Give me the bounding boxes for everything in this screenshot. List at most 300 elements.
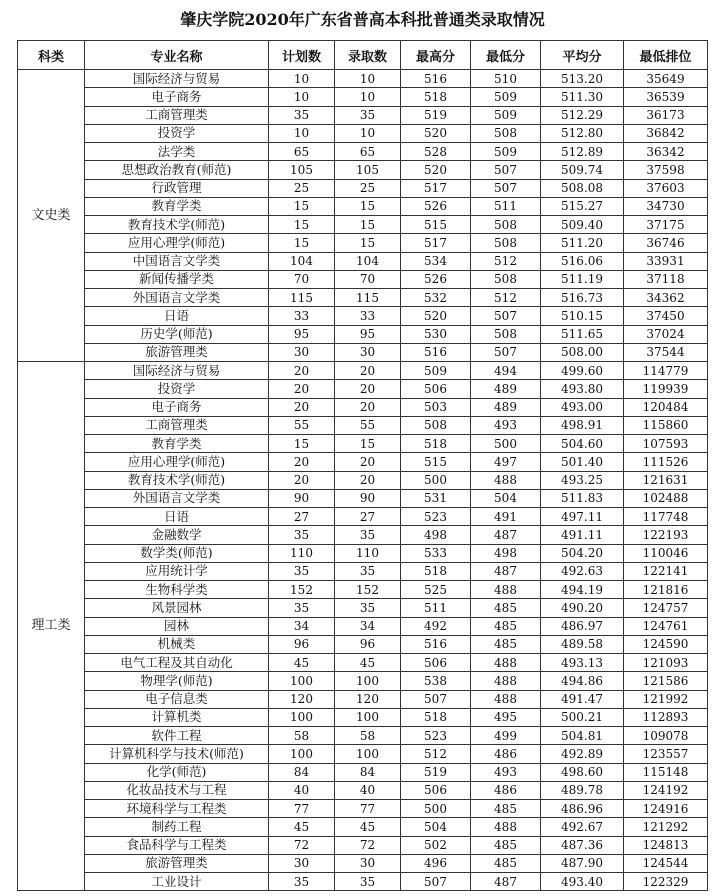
value-cell: 508 [471,325,541,343]
value-cell: 100 [269,672,335,690]
value-cell: 491 [471,508,541,526]
value-cell: 485 [471,854,541,872]
major-name-cell: 园林 [85,617,269,635]
table-row [18,289,708,307]
value-cell: 35 [335,106,401,124]
value-cell: 15 [335,435,401,453]
value-cell: 20 [335,362,401,380]
value-cell: 507 [401,873,471,891]
value-cell: 121631 [624,471,708,489]
value-cell: 121093 [624,654,708,672]
value-cell: 123557 [624,745,708,763]
value-cell: 124916 [624,800,708,818]
table-row [18,562,708,580]
table-row [18,635,708,653]
value-cell: 528 [401,143,471,161]
value-cell: 35649 [624,70,708,88]
value-cell: 124813 [624,836,708,854]
value-cell: 115148 [624,763,708,781]
table-row [18,380,708,398]
value-cell: 504.81 [541,727,624,745]
value-cell: 507 [471,179,541,197]
value-cell: 504 [471,489,541,507]
value-cell: 114779 [624,362,708,380]
value-cell: 120 [335,690,401,708]
value-cell: 20 [335,471,401,489]
value-cell: 508 [401,416,471,434]
value-cell: 506 [401,380,471,398]
value-cell: 25 [269,179,335,197]
value-cell: 110046 [624,544,708,562]
column-header: 平均分 [541,41,624,70]
value-cell: 501.40 [541,453,624,471]
value-cell: 15 [269,234,335,252]
header-row [18,41,708,70]
value-cell: 493.00 [541,398,624,416]
value-cell: 516 [401,70,471,88]
value-cell: 508.08 [541,179,624,197]
value-cell: 498 [471,544,541,562]
table-row [18,435,708,453]
value-cell: 504 [401,818,471,836]
value-cell: 492.67 [541,818,624,836]
table-body [18,70,708,891]
major-name-cell: 行政管理 [85,179,269,197]
value-cell: 488 [471,818,541,836]
table-row [18,544,708,562]
value-cell: 121586 [624,672,708,690]
value-cell: 512 [401,745,471,763]
value-cell: 104 [269,252,335,270]
value-cell: 33 [335,307,401,325]
value-cell: 34 [269,617,335,635]
value-cell: 507 [471,343,541,361]
value-cell: 488 [471,654,541,672]
value-cell: 516.06 [541,252,624,270]
value-cell: 58 [269,727,335,745]
value-cell: 511.19 [541,270,624,288]
value-cell: 518 [401,88,471,106]
table-row [18,398,708,416]
value-cell: 36342 [624,143,708,161]
value-cell: 486.96 [541,800,624,818]
value-cell: 20 [335,453,401,471]
value-cell: 515 [401,453,471,471]
value-cell: 111526 [624,453,708,471]
value-cell: 10 [269,88,335,106]
value-cell: 124757 [624,599,708,617]
table-row [18,252,708,270]
value-cell: 30 [335,854,401,872]
major-name-cell: 教育技术学(师范) [85,216,269,234]
major-name-cell: 物理学(师范) [85,672,269,690]
value-cell: 489.78 [541,781,624,799]
value-cell: 515.27 [541,197,624,215]
value-cell: 517 [401,179,471,197]
table-row [18,745,708,763]
value-cell: 500 [401,471,471,489]
value-cell: 124192 [624,781,708,799]
value-cell: 498.60 [541,763,624,781]
table-row [18,143,708,161]
value-cell: 526 [401,197,471,215]
major-name-cell: 电子商务 [85,398,269,416]
value-cell: 512 [471,252,541,270]
value-cell: 506 [401,781,471,799]
table-row [18,88,708,106]
value-cell: 509 [471,88,541,106]
value-cell: 121992 [624,690,708,708]
value-cell: 36746 [624,234,708,252]
major-name-cell: 中国语言文学类 [85,252,269,270]
column-header: 科类 [18,41,85,70]
value-cell: 486.97 [541,617,624,635]
value-cell: 507 [401,690,471,708]
value-cell: 35 [335,562,401,580]
value-cell: 10 [335,70,401,88]
value-cell: 494.86 [541,672,624,690]
major-name-cell: 应用心理学(师范) [85,453,269,471]
value-cell: 122193 [624,526,708,544]
value-cell: 494.19 [541,581,624,599]
table-row [18,106,708,124]
value-cell: 512.80 [541,124,624,142]
value-cell: 512.29 [541,106,624,124]
value-cell: 36173 [624,106,708,124]
value-cell: 115860 [624,416,708,434]
value-cell: 488 [471,471,541,489]
value-cell: 511 [471,197,541,215]
major-name-cell: 制药工程 [85,818,269,836]
major-name-cell: 教育学类 [85,435,269,453]
value-cell: 486 [471,781,541,799]
value-cell: 485 [471,617,541,635]
table-row [18,362,708,380]
value-cell: 121816 [624,581,708,599]
value-cell: 498 [401,526,471,544]
value-cell: 488 [471,672,541,690]
value-cell: 511.30 [541,88,624,106]
value-cell: 508 [471,234,541,252]
value-cell: 35 [269,106,335,124]
table-row [18,307,708,325]
value-cell: 516 [401,635,471,653]
value-cell: 37598 [624,161,708,179]
value-cell: 45 [269,818,335,836]
column-header: 计划数 [269,41,335,70]
value-cell: 500 [401,800,471,818]
value-cell: 499.60 [541,362,624,380]
value-cell: 496 [401,854,471,872]
table-row [18,599,708,617]
value-cell: 10 [269,124,335,142]
value-cell: 117748 [624,508,708,526]
value-cell: 121292 [624,818,708,836]
value-cell: 120 [269,690,335,708]
value-cell: 499 [471,727,541,745]
value-cell: 511.83 [541,489,624,507]
value-cell: 492 [401,617,471,635]
value-cell: 105 [335,161,401,179]
value-cell: 511 [401,599,471,617]
value-cell: 100 [335,708,401,726]
value-cell: 34 [335,617,401,635]
table-row [18,508,708,526]
value-cell: 65 [269,143,335,161]
value-cell: 520 [401,161,471,179]
value-cell: 40 [269,781,335,799]
value-cell: 30 [269,854,335,872]
value-cell: 35 [269,526,335,544]
value-cell: 508 [471,216,541,234]
category-cell: 文史类 [18,70,85,362]
value-cell: 105 [269,161,335,179]
value-cell: 20 [269,471,335,489]
value-cell: 534 [401,252,471,270]
value-cell: 487 [471,873,541,891]
value-cell: 55 [269,416,335,434]
major-name-cell: 电子商务 [85,88,269,106]
category-cell: 理工类 [18,362,85,891]
value-cell: 112893 [624,708,708,726]
major-name-cell: 金融数学 [85,526,269,544]
value-cell: 100 [335,672,401,690]
value-cell: 493.40 [541,873,624,891]
value-cell: 35 [335,526,401,544]
value-cell: 27 [335,508,401,526]
value-cell: 34362 [624,289,708,307]
value-cell: 520 [401,124,471,142]
major-name-cell: 投资学 [85,380,269,398]
value-cell: 512.89 [541,143,624,161]
table-row [18,270,708,288]
value-cell: 90 [335,489,401,507]
value-cell: 35 [269,599,335,617]
major-name-cell: 工业设计 [85,873,269,891]
value-cell: 10 [269,70,335,88]
table-row [18,763,708,781]
value-cell: 509 [471,143,541,161]
table-row [18,179,708,197]
major-name-cell: 投资学 [85,124,269,142]
major-name-cell: 化妆品技术与工程 [85,781,269,799]
major-name-cell: 新闻传播学类 [85,270,269,288]
value-cell: 119939 [624,380,708,398]
value-cell: 533 [401,544,471,562]
table-row [18,800,708,818]
major-name-cell: 历史学(师范) [85,325,269,343]
value-cell: 508 [471,270,541,288]
value-cell: 518 [401,435,471,453]
value-cell: 10 [335,88,401,106]
value-cell: 120484 [624,398,708,416]
table-row [18,234,708,252]
value-cell: 15 [335,197,401,215]
value-cell: 523 [401,508,471,526]
value-cell: 485 [471,800,541,818]
major-name-cell: 机械类 [85,635,269,653]
table-row [18,727,708,745]
table-row [18,216,708,234]
table-row [18,654,708,672]
value-cell: 489 [471,380,541,398]
major-name-cell: 电子信息类 [85,690,269,708]
value-cell: 519 [401,763,471,781]
table-row [18,781,708,799]
value-cell: 36842 [624,124,708,142]
value-cell: 124544 [624,854,708,872]
table-row [18,617,708,635]
value-cell: 84 [269,763,335,781]
value-cell: 72 [335,836,401,854]
major-name-cell: 教育学类 [85,197,269,215]
value-cell: 110 [335,544,401,562]
value-cell: 516 [401,343,471,361]
value-cell: 513.20 [541,70,624,88]
value-cell: 485 [471,836,541,854]
value-cell: 102488 [624,489,708,507]
value-cell: 45 [335,818,401,836]
table-row [18,161,708,179]
value-cell: 509.74 [541,161,624,179]
table-row [18,526,708,544]
value-cell: 100 [269,745,335,763]
value-cell: 510 [471,70,541,88]
value-cell: 491.11 [541,526,624,544]
value-cell: 497 [471,453,541,471]
table-row [18,672,708,690]
major-name-cell: 国际经济与贸易 [85,362,269,380]
column-header: 录取数 [335,41,401,70]
value-cell: 124590 [624,635,708,653]
value-cell: 503 [401,398,471,416]
value-cell: 36539 [624,88,708,106]
major-name-cell: 日语 [85,508,269,526]
value-cell: 500.21 [541,708,624,726]
value-cell: 509.40 [541,216,624,234]
value-cell: 124761 [624,617,708,635]
value-cell: 33 [269,307,335,325]
value-cell: 20 [269,362,335,380]
value-cell: 58 [335,727,401,745]
major-name-cell: 外国语言文学类 [85,489,269,507]
page-title: 肇庆学院2020年广东省普高本科批普通类录取情况 [180,10,545,29]
major-name-cell: 数学类(师范) [85,544,269,562]
value-cell: 152 [335,581,401,599]
value-cell: 491.47 [541,690,624,708]
value-cell: 107593 [624,435,708,453]
value-cell: 510.15 [541,307,624,325]
value-cell: 502 [401,836,471,854]
value-cell: 494 [471,362,541,380]
major-name-cell: 软件工程 [85,727,269,745]
value-cell: 493 [471,763,541,781]
major-name-cell: 化学(师范) [85,763,269,781]
major-name-cell: 计算机类 [85,708,269,726]
admission-table [17,40,708,891]
value-cell: 33931 [624,252,708,270]
value-cell: 486 [471,745,541,763]
value-cell: 493.80 [541,380,624,398]
value-cell: 45 [269,654,335,672]
value-cell: 15 [335,234,401,252]
table-row [18,581,708,599]
table-row [18,124,708,142]
value-cell: 37603 [624,179,708,197]
major-name-cell: 生物科学类 [85,581,269,599]
value-cell: 525 [401,581,471,599]
value-cell: 70 [269,270,335,288]
value-cell: 487.36 [541,836,624,854]
value-cell: 122329 [624,873,708,891]
value-cell: 10 [335,124,401,142]
value-cell: 518 [401,708,471,726]
value-cell: 152 [269,581,335,599]
value-cell: 507 [471,307,541,325]
value-cell: 509 [471,106,541,124]
table-row [18,343,708,361]
value-cell: 15 [269,435,335,453]
value-cell: 530 [401,325,471,343]
column-header: 最低排位 [624,41,708,70]
value-cell: 493 [471,416,541,434]
value-cell: 15 [269,216,335,234]
value-cell: 488 [471,690,541,708]
value-cell: 34730 [624,197,708,215]
column-header: 最低分 [471,41,541,70]
value-cell: 100 [335,745,401,763]
table-row [18,471,708,489]
value-cell: 25 [335,179,401,197]
value-cell: 488 [471,581,541,599]
value-cell: 55 [335,416,401,434]
value-cell: 20 [269,398,335,416]
major-name-cell: 环境科学与工程类 [85,800,269,818]
major-name-cell: 思想政治教育(师范) [85,161,269,179]
value-cell: 72 [269,836,335,854]
table-row [18,70,708,88]
value-cell: 30 [269,343,335,361]
value-cell: 15 [269,197,335,215]
value-cell: 509 [401,362,471,380]
table-row [18,854,708,872]
value-cell: 45 [335,654,401,672]
value-cell: 489 [471,398,541,416]
value-cell: 516.73 [541,289,624,307]
value-cell: 20 [335,398,401,416]
value-cell: 507 [471,161,541,179]
value-cell: 493.13 [541,654,624,672]
table-row [18,708,708,726]
value-cell: 531 [401,489,471,507]
value-cell: 508.00 [541,343,624,361]
major-name-cell: 计算机科学与技术(师范) [85,745,269,763]
value-cell: 122141 [624,562,708,580]
value-cell: 90 [269,489,335,507]
value-cell: 37024 [624,325,708,343]
value-cell: 35 [269,562,335,580]
table-row [18,197,708,215]
value-cell: 518 [401,562,471,580]
value-cell: 489.58 [541,635,624,653]
value-cell: 20 [269,380,335,398]
value-cell: 506 [401,654,471,672]
value-cell: 526 [401,270,471,288]
table-row [18,873,708,891]
major-name-cell: 法学类 [85,143,269,161]
major-name-cell: 电气工程及其自动化 [85,654,269,672]
major-name-cell: 风景园林 [85,599,269,617]
